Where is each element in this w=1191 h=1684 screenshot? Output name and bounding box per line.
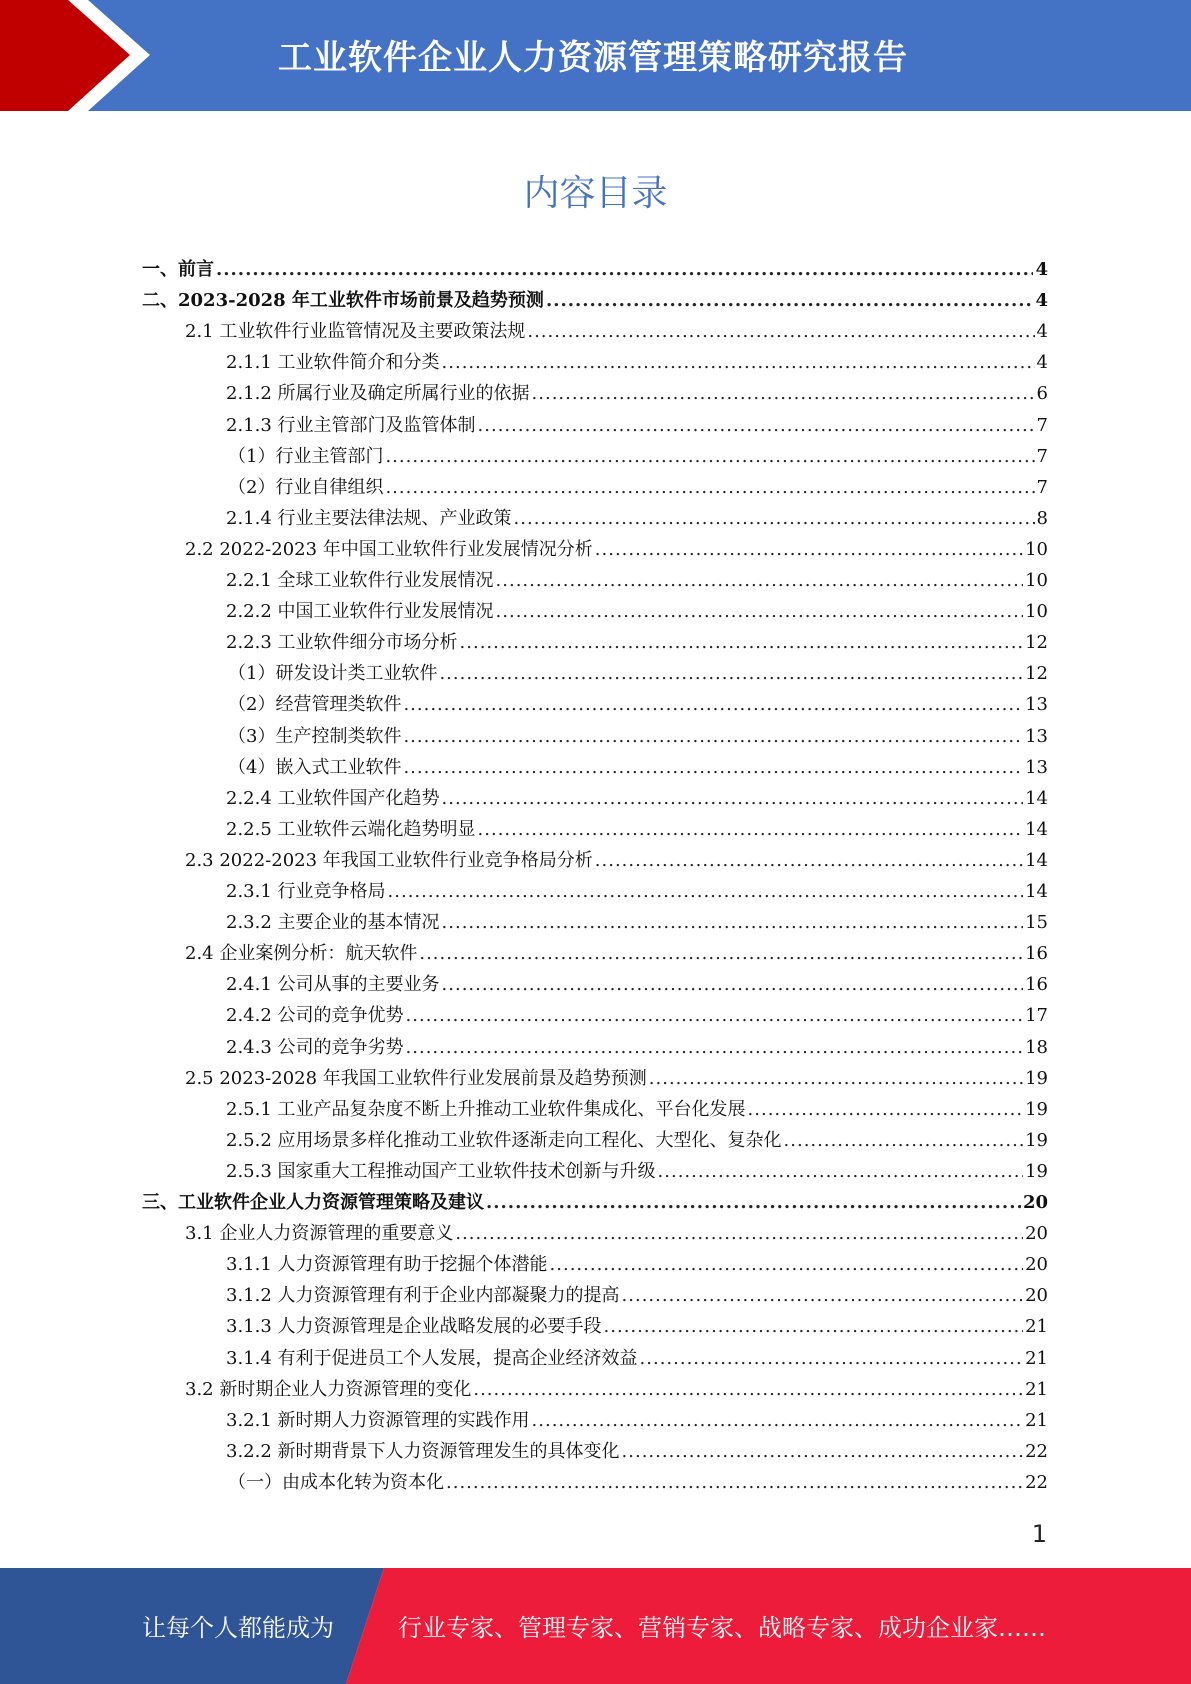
toc-leader-dots: [658, 1156, 1024, 1187]
toc-leader-dots: [406, 1032, 1024, 1063]
toc-entry-page: 21: [1025, 1378, 1048, 1400]
footer-slogan-right: 行业专家、管理专家、营销专家、战略专家、成功企业家……: [398, 1614, 1046, 1642]
toc-leader-dots: [496, 565, 1024, 596]
toc-entry-page: 19: [1025, 1098, 1048, 1120]
toc-entry-page: 16: [1025, 974, 1048, 996]
toc-leader-dots: [748, 1094, 1024, 1125]
toc-leader-dots: [455, 1218, 1023, 1249]
toc-leader-dots: [532, 378, 1035, 409]
toc-entry-title: 2.5.3 国家重大工程推动国产工业软件技术创新与升级: [226, 1160, 656, 1182]
toc-leader-dots: [546, 285, 1034, 316]
toc-leader-dots: [446, 1467, 1023, 1498]
toc-entry-title: （3）生产控制类软件: [228, 725, 402, 747]
toc-entry[interactable]: [228, 721, 1048, 752]
toc-entry-title: 2.5.2 应用场景多样化推动工业软件逐渐走向工程化、大型化、复杂化: [226, 1129, 782, 1151]
toc-entry[interactable]: [226, 1405, 1048, 1436]
toc-entry[interactable]: [226, 1249, 1048, 1280]
toc-leader-dots: [604, 1311, 1024, 1342]
toc-entry-title: （1）研发设计类工业软件: [228, 663, 438, 685]
toc-entry[interactable]: [185, 1063, 1048, 1094]
toc-leader-dots: [403, 721, 1023, 752]
toc-leader-dots: [403, 752, 1023, 783]
footer-band: [0, 1568, 1191, 1684]
toc-leader-dots: [478, 814, 1024, 845]
toc-entry[interactable]: [226, 378, 1048, 409]
toc-entry[interactable]: [142, 1187, 1048, 1218]
toc-entry-page: 14: [1025, 818, 1048, 840]
toc-entry-page: 8: [1036, 507, 1048, 529]
toc-leader-dots: [385, 472, 1034, 503]
toc-entry[interactable]: [142, 285, 1048, 316]
toc-entry-title: 2.4.3 公司的竞争劣势: [226, 1036, 404, 1058]
toc-entry[interactable]: [226, 1032, 1048, 1063]
toc-entry-page: 19: [1025, 1129, 1048, 1151]
toc-entry-title: 二、2023-2028 年工业软件市场前景及趋势预测: [142, 290, 544, 312]
toc-leader-dots: [527, 316, 1034, 347]
toc-entry-page: 6: [1036, 383, 1048, 405]
toc-entry-title: （一）由成本化转为资本化: [228, 1471, 444, 1493]
toc-leader-dots: [388, 876, 1024, 907]
toc-entry-title: 2.3 2022-2023 年我国工业软件行业竞争格局分析: [185, 849, 593, 871]
toc-entry-page: 20: [1025, 1285, 1048, 1307]
toc-entry-page: 4: [1035, 259, 1048, 280]
toc-entry-title: （2）经营管理类软件: [228, 694, 402, 716]
toc-leader-dots: [622, 1280, 1024, 1311]
toc-leader-dots: [595, 845, 1023, 876]
toc-leader-dots: [478, 410, 1035, 441]
header-arrow-decoration: [0, 0, 160, 111]
toc-entry[interactable]: [228, 1467, 1048, 1498]
toc-leader-dots: [486, 1187, 1021, 1218]
toc-entry-title: 3.2.2 新时期背景下人力资源管理发生的具体变化: [226, 1440, 620, 1462]
toc-entry-title: 2.2 2022-2023 年中国工业软件行业发展情况分析: [185, 538, 593, 560]
toc-entry[interactable]: [185, 845, 1048, 876]
toc-entry[interactable]: [226, 1156, 1048, 1187]
toc-entry-title: 2.4.1 公司从事的主要业务: [226, 974, 440, 996]
toc-entry[interactable]: [226, 347, 1048, 378]
toc-entry-title: 2.2.2 中国工业软件行业发展情况: [226, 601, 494, 623]
toc-leader-dots: [419, 938, 1023, 969]
toc-entry-title: 2.5 2023-2028 年我国工业软件行业发展前景及趋势预测: [185, 1067, 647, 1089]
toc-leader-dots: [460, 627, 1024, 658]
toc-entry-title: 2.1.2 所属行业及确定所属行业的依据: [226, 383, 530, 405]
toc-entry-page: 13: [1025, 756, 1048, 778]
toc-entry-title: （1）行业主管部门: [228, 445, 384, 467]
toc-entry[interactable]: [185, 1218, 1048, 1249]
header-band: [0, 0, 1191, 111]
toc-entry-page: 22: [1025, 1471, 1048, 1493]
toc-entry[interactable]: [226, 1343, 1048, 1374]
toc-entry-page: 16: [1025, 943, 1048, 965]
toc-entry[interactable]: [185, 1374, 1048, 1405]
toc-entry-title: 2.1.4 行业主要法律法规、产业政策: [226, 507, 512, 529]
toc-entry-page: 7: [1036, 445, 1048, 467]
toc-entry-page: 17: [1025, 1005, 1048, 1027]
toc-leader-dots: [550, 1249, 1024, 1280]
toc-entry-page: 21: [1025, 1316, 1048, 1338]
toc-entry[interactable]: [226, 783, 1048, 814]
toc-entry-page: 4: [1036, 321, 1048, 343]
toc-entry[interactable]: [228, 472, 1048, 503]
toc-entry-title: 2.1.3 行业主管部门及监管体制: [226, 414, 476, 436]
toc-entry-page: 10: [1025, 538, 1048, 560]
toc-leader-dots: [442, 347, 1035, 378]
toc-leader-dots: [649, 1063, 1023, 1094]
toc-entry[interactable]: [226, 565, 1048, 596]
toc-leader-dots: [439, 658, 1023, 689]
toc-entry-title: 3.1.2 人力资源管理有利于企业内部凝聚力的提高: [226, 1285, 620, 1307]
toc-leader-dots: [406, 1000, 1024, 1031]
toc-entry-title: （4）嵌入式工业软件: [228, 756, 402, 778]
toc-entry[interactable]: [226, 1436, 1048, 1467]
toc-entry-title: 3.1.3 人力资源管理是企业战略发展的必要手段: [226, 1316, 602, 1338]
toc-leader-dots: [442, 783, 1024, 814]
toc-entry-title: 三、工业软件企业人力资源管理策略及建议: [142, 1192, 484, 1213]
report-title: 工业软件企业人力资源管理策略研究报告: [278, 38, 908, 78]
toc-entry[interactable]: [226, 876, 1048, 907]
toc-leader-dots: [532, 1405, 1024, 1436]
toc-leader-dots: [496, 596, 1024, 627]
toc-entry-page: 7: [1036, 414, 1048, 436]
toc-entry[interactable]: [226, 596, 1048, 627]
toc-entry[interactable]: [226, 907, 1048, 938]
toc-entry[interactable]: [228, 689, 1048, 720]
toc-leader-dots: [622, 1436, 1024, 1467]
toc-entry[interactable]: [226, 1000, 1048, 1031]
toc-leader-dots: [216, 254, 1033, 285]
toc-leader-dots: [403, 689, 1023, 720]
toc-entry-title: 2.1 工业软件行业监管情况及主要政策法规: [185, 321, 526, 343]
toc-entry[interactable]: [226, 503, 1048, 534]
toc-entry-page: 13: [1025, 725, 1048, 747]
toc-entry[interactable]: [185, 938, 1048, 969]
toc-entry-page: 21: [1025, 1409, 1048, 1431]
toc-entry[interactable]: [185, 534, 1048, 565]
toc-heading: 内容目录: [523, 173, 668, 214]
toc-entry-title: 3.1.4 有利于促进员工个人发展，提高企业经济效益: [226, 1347, 638, 1369]
toc-leader-dots: [595, 534, 1023, 565]
toc-entry[interactable]: [226, 1311, 1048, 1342]
toc-entry[interactable]: [226, 969, 1048, 1000]
toc-entry-page: 14: [1025, 881, 1048, 902]
toc-entry-title: （2）行业自律组织: [228, 476, 384, 498]
toc-entry-title: 2.2.1 全球工业软件行业发展情况: [226, 570, 494, 591]
toc-entry[interactable]: [185, 316, 1048, 347]
toc-entry-page: 12: [1025, 663, 1048, 685]
toc-entry-page: 21: [1025, 1347, 1048, 1369]
toc-entry-page: 10: [1025, 570, 1048, 591]
toc-entry-page: 20: [1025, 1223, 1048, 1245]
toc-leader-dots: [442, 907, 1024, 938]
toc-entry-title: 3.2.1 新时期人力资源管理的实践作用: [226, 1409, 530, 1431]
toc-entry-title: 2.4 企业案例分析：航天软件: [185, 943, 418, 965]
toc-entry-title: 2.5.1 工业产品复杂度不断上升推动工业软件集成化、平台化发展: [226, 1098, 746, 1120]
toc-entry[interactable]: [226, 1125, 1048, 1156]
toc-entry[interactable]: [228, 752, 1048, 783]
toc-entry-page: 18: [1025, 1036, 1048, 1058]
toc-entry-page: 13: [1025, 694, 1048, 716]
toc-entry-title: 2.4.2 公司的竞争优势: [226, 1005, 404, 1027]
toc-leader-dots: [385, 441, 1034, 472]
toc-entry-page: 4: [1036, 352, 1048, 374]
toc-leader-dots: [784, 1125, 1024, 1156]
footer-slogan-left: 让每个人都能成为: [142, 1614, 334, 1642]
toc-entry-page: 20: [1025, 1254, 1048, 1276]
toc-entry-page: 14: [1025, 787, 1048, 809]
toc-entry[interactable]: [226, 814, 1048, 845]
toc-entry-title: 3.1.1 人力资源管理有助于挖掘个体潜能: [226, 1254, 548, 1276]
toc-entry[interactable]: [142, 254, 1048, 285]
toc-entry[interactable]: [226, 627, 1048, 658]
toc-entry-page: 12: [1025, 632, 1048, 654]
toc-entry-page: 19: [1025, 1067, 1048, 1089]
toc-entry-title: 一、前言: [142, 259, 214, 280]
toc-entry[interactable]: [226, 410, 1048, 441]
page-number: 1: [1031, 1520, 1047, 1548]
toc-entry-page: 10: [1025, 601, 1048, 623]
toc-entry[interactable]: [228, 441, 1048, 472]
toc-leader-dots: [442, 969, 1024, 1000]
toc-leader-dots: [473, 1374, 1023, 1405]
toc-entry-title: 2.2.5 工业软件云端化趋势明显: [226, 818, 476, 840]
toc-entry[interactable]: [226, 1280, 1048, 1311]
toc-entry-page: 22: [1025, 1440, 1048, 1462]
toc-entry[interactable]: [228, 658, 1048, 689]
toc-entry-title: 2.1.1 工业软件简介和分类: [226, 352, 440, 374]
toc-entry-title: 2.2.4 工业软件国产化趋势: [226, 787, 440, 809]
toc-entry-title: 2.2.3 工业软件细分市场分析: [226, 632, 458, 654]
toc-entry-title: 2.3.2 主要企业的基本情况: [226, 912, 440, 934]
toc-entry-title: 2.3.1 行业竞争格局: [226, 881, 386, 902]
toc-entry-page: 7: [1036, 476, 1048, 498]
toc-entry-page: 20: [1022, 1192, 1048, 1213]
toc-entry-title: 3.1 企业人力资源管理的重要意义: [185, 1223, 454, 1245]
toc-entry-title: 3.2 新时期企业人力资源管理的变化: [185, 1378, 472, 1400]
toc-entry-page: 14: [1025, 849, 1048, 871]
toc-leader-dots: [640, 1343, 1024, 1374]
toc-leader-dots: [514, 503, 1035, 534]
toc-entry[interactable]: [226, 1094, 1048, 1125]
toc-entry-page: 4: [1035, 290, 1048, 312]
toc-entry-page: 15: [1025, 912, 1048, 934]
toc-entry-page: 19: [1025, 1160, 1048, 1182]
